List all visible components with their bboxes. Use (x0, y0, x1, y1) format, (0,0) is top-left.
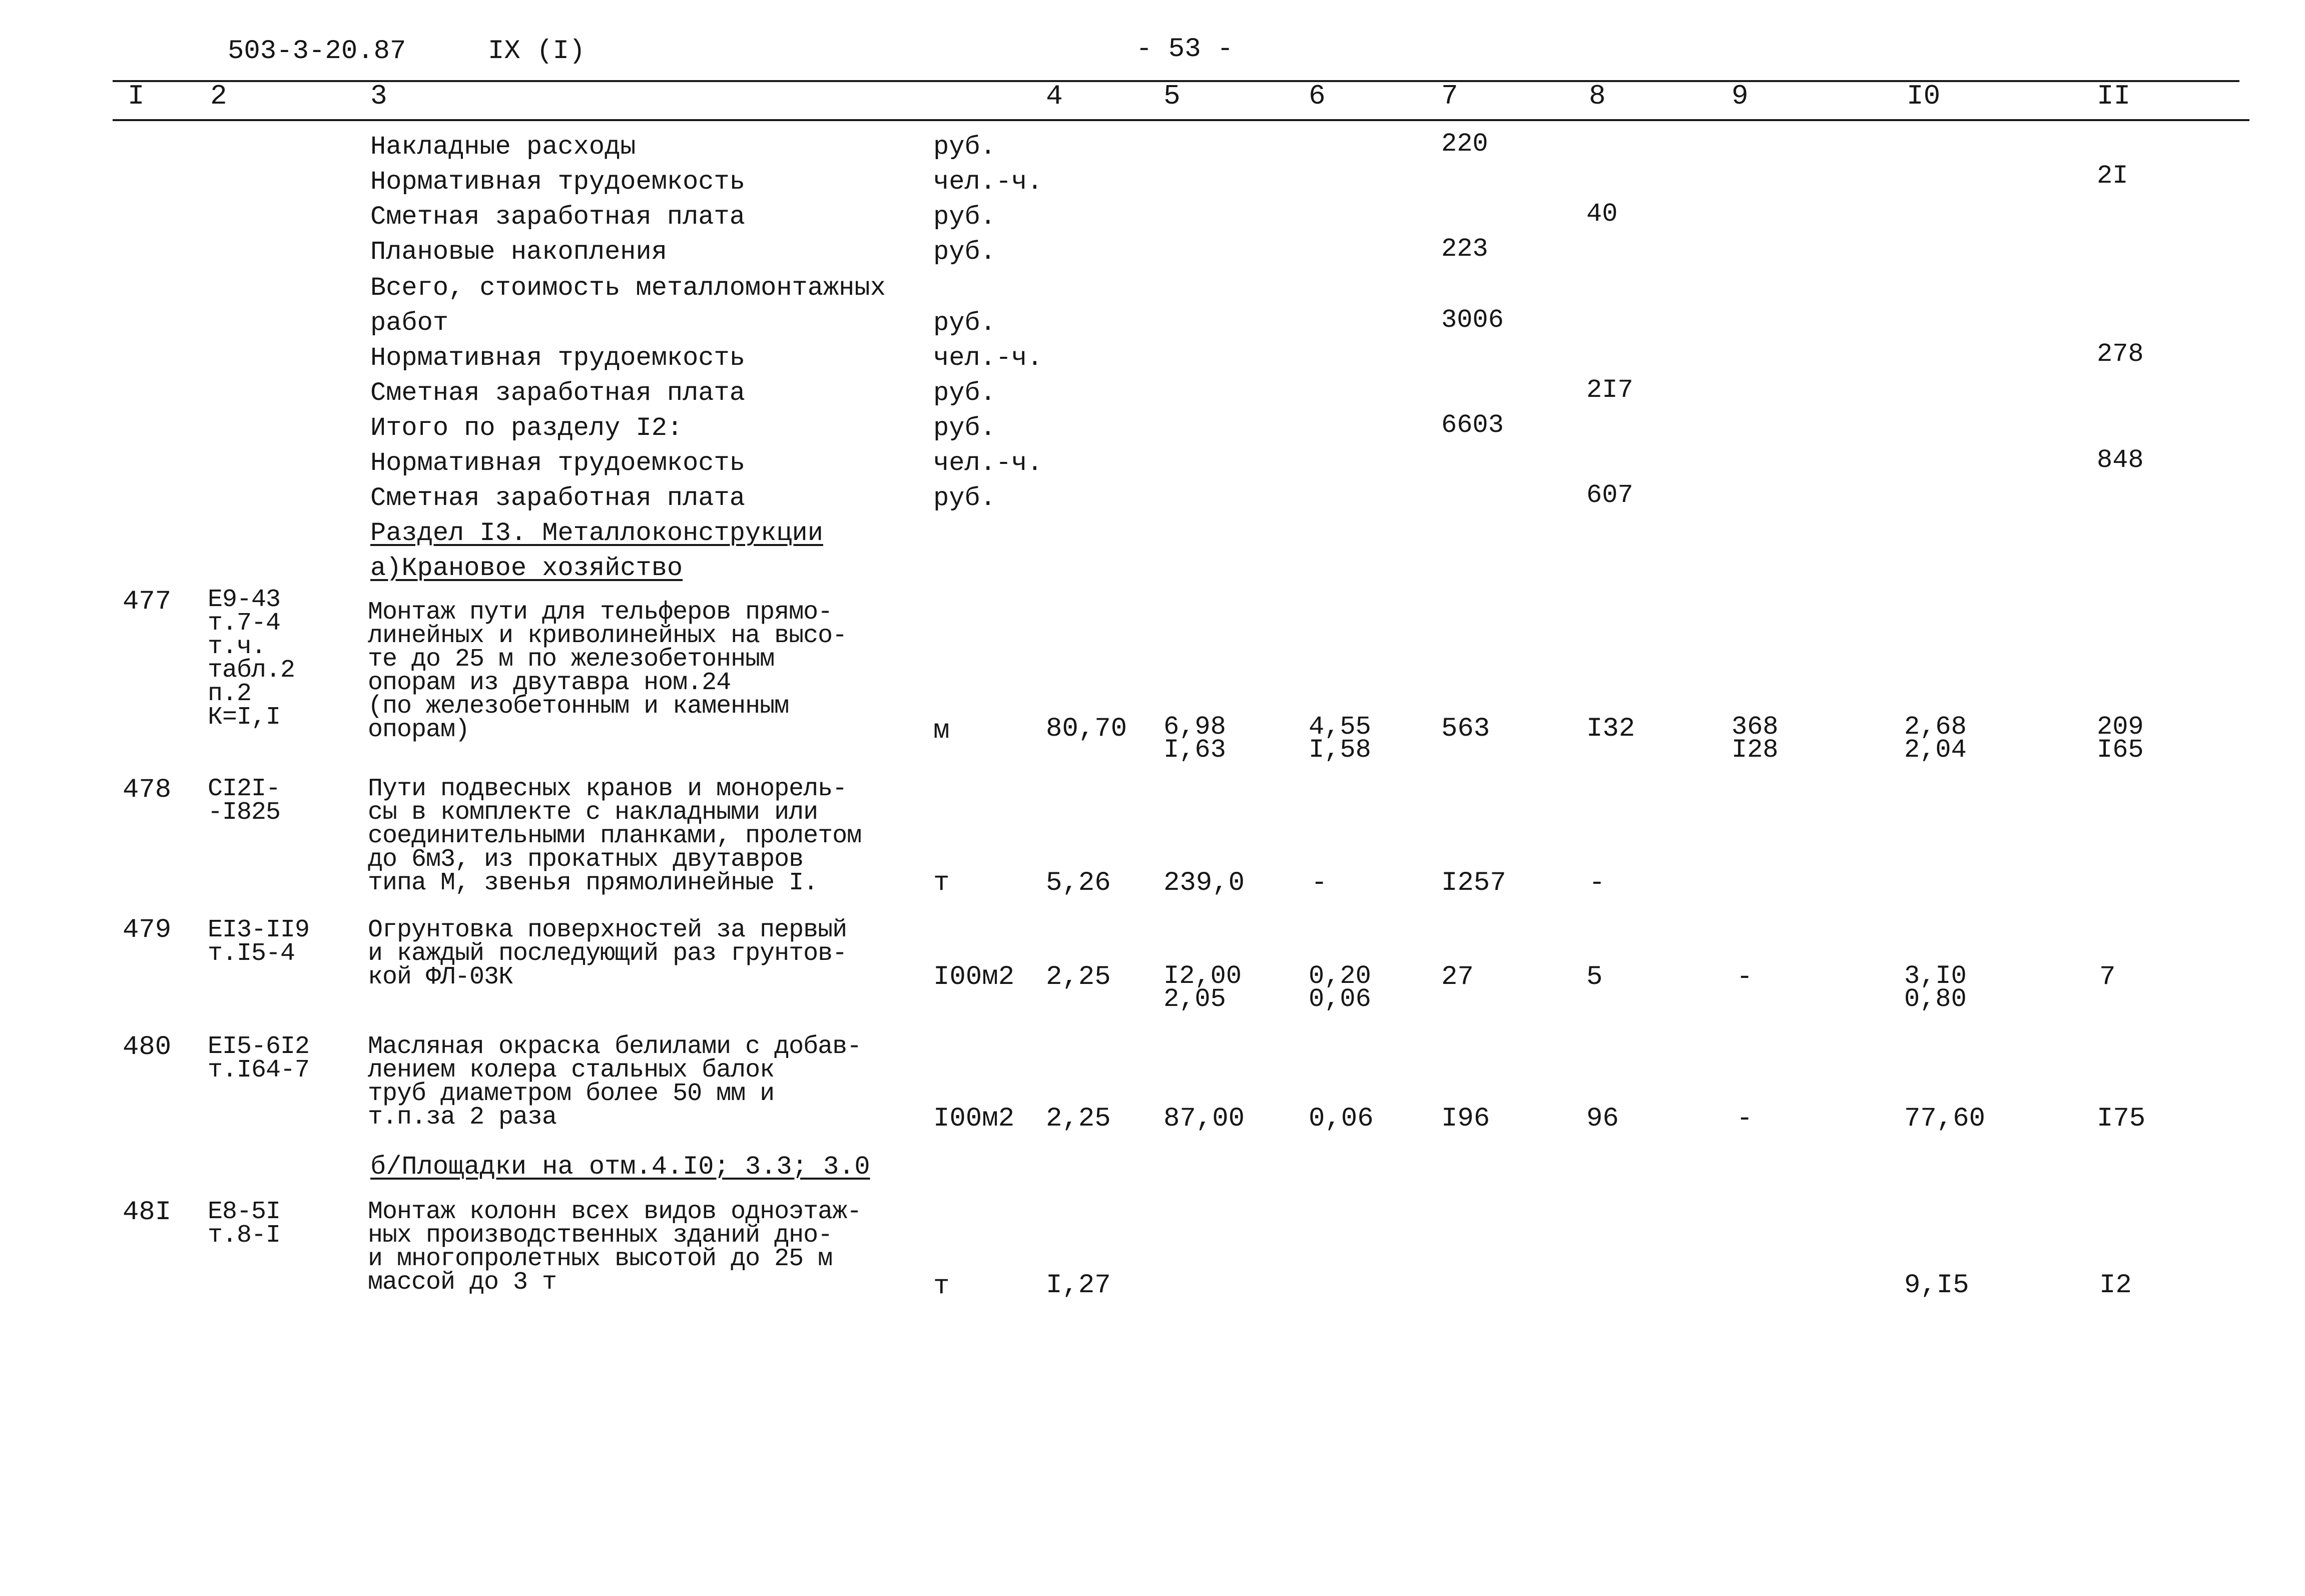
total-cost: I257 (1441, 868, 1506, 898)
mech-cost: - (1737, 1104, 1753, 1134)
total-unit: руб. (933, 308, 996, 338)
total-unit: чел.-ч. (933, 167, 1043, 197)
total-unit: руб. (933, 378, 996, 408)
unit-of-measure: I00м2 (933, 1104, 1015, 1134)
total-unit: чел.-ч. (933, 343, 1043, 373)
column-number-2: 2 (210, 80, 227, 112)
work-description: Масляная окраска белилами с добав- лением колера стальных балок труб диаметром более 50 мм и т.п.за 2 раза (368, 1032, 862, 1132)
quantity: 2,25 (1046, 962, 1111, 992)
total-label: Нормативная трудоемкость (370, 343, 745, 373)
document-code: 503-3-20.87 (228, 36, 406, 67)
subsection-title: б/Площадки на отм.4.I0; 3.3; 3.0 (370, 1152, 870, 1182)
work-description: Монтаж колонн всех видов одноэтаж- ных производственных зданий дно- и многопролетных высотой до 25 м массой до 3 т (368, 1198, 862, 1297)
labor-total: 7 (2099, 962, 2116, 992)
column-number-11: II (2097, 80, 2131, 112)
wage-cost: I32 (1586, 714, 1635, 744)
total-unit: руб. (933, 483, 996, 513)
work-description: Монтаж пути для тельферов прямо- линейных и криволинейных на высо- те до 25 м по железобетонным опорам из двутавра ном.24 (по железобетонным и каменным опорам) (368, 598, 847, 744)
subsection-title: а)Крановое хозяйство (370, 554, 683, 583)
unit-cost: I2,00 2,05 (1164, 961, 1242, 1014)
unit-cost: 6,98 I,63 (1164, 712, 1226, 765)
total-cost: 563 (1441, 714, 1490, 744)
total-label: Сметная заработная плата (370, 202, 745, 232)
unit-cost-mech: 4,55 I,58 (1309, 712, 1371, 765)
total-label: Накладные расходы (370, 132, 636, 162)
labor-per-unit: 2,68 2,04 (1904, 712, 1967, 765)
work-description: Пути подвесных кранов и монорель- сы в комплекте с накладными или соединительными планками, пролетом до 6м3, из прокатных двутавров типа М, звенья прямолинейные I. (368, 775, 862, 897)
section-title: Раздел I3. Металлоконструкции (370, 518, 823, 548)
total-label: Нормативная трудоемкость (370, 167, 745, 197)
rate-code: ЕI3-II9 т.I5-4 (208, 916, 310, 968)
labor-per-unit: 3,I0 0,80 (1904, 961, 1967, 1014)
column-number-4: 4 (1046, 80, 1063, 112)
total-cost: I96 (1441, 1104, 1490, 1134)
total-value-c11: 278 (2097, 339, 2144, 369)
rate-code: СI2I- -I825 (208, 775, 281, 827)
row-number: 479 (123, 915, 172, 945)
column-number-5: 5 (1164, 80, 1181, 112)
rate-code: Е9-43 т.7-4 т.ч. табл.2 п.2 К=I,I (208, 586, 295, 732)
row-number: 48I (123, 1197, 172, 1228)
total-label: Всего, стоимость металломонтажных (370, 273, 886, 303)
total-value-c7: 6603 (1441, 410, 1504, 440)
total-value-c7: 223 (1441, 234, 1488, 264)
total-label: Нормативная трудоемкость (370, 448, 745, 478)
total-label: Сметная заработная плата (370, 378, 745, 408)
rate-code: Е8-5I т.8-I (208, 1198, 281, 1250)
unit-cost: 87,00 (1164, 1104, 1245, 1134)
total-unit: руб. (933, 202, 996, 232)
total-value-c8: 2I7 (1586, 375, 1633, 405)
column-number-9: 9 (1732, 80, 1749, 112)
labor-total: 209 I65 (2097, 712, 2144, 765)
work-description: Огрунтовка поверхностей за первый и каждый последующий раз грунтов- кой ФЛ-03К (368, 916, 847, 991)
header-rule (113, 119, 2249, 121)
total-label: работ (370, 308, 449, 338)
wage-cost: 5 (1586, 962, 1603, 992)
column-number-10: I0 (1907, 80, 1941, 112)
total-unit: руб. (933, 413, 996, 443)
total-value-c11: 2I (2097, 161, 2128, 191)
unit-cost-mech: 0,06 (1309, 1104, 1374, 1134)
rate-code: ЕI5-6I2 т.I64-7 (208, 1032, 310, 1085)
labor-total: I2 (2099, 1270, 2132, 1301)
total-unit: руб. (933, 237, 996, 267)
mech-cost: - (1737, 962, 1753, 992)
quantity: 5,26 (1046, 868, 1111, 898)
total-value-c7: 220 (1441, 129, 1488, 159)
quantity: 80,70 (1046, 714, 1127, 744)
album-number: IX (I) (488, 36, 586, 67)
unit-of-measure: т (933, 868, 950, 898)
unit-cost-mech: - (1311, 868, 1328, 898)
column-number-7: 7 (1441, 80, 1458, 112)
quantity: 2,25 (1046, 1104, 1111, 1134)
column-number-3: 3 (370, 80, 387, 112)
quantity: I,27 (1046, 1270, 1111, 1301)
wage-cost: - (1589, 868, 1605, 898)
column-number-6: 6 (1309, 80, 1326, 112)
unit-of-measure: м (933, 716, 950, 746)
wage-cost: 96 (1586, 1104, 1619, 1134)
unit-of-measure: I00м2 (933, 962, 1015, 992)
row-number: 477 (123, 587, 172, 617)
column-number-1: I (128, 80, 145, 112)
row-number: 478 (123, 775, 172, 805)
page-number: - 53 - (1136, 34, 1234, 65)
total-value-c7: 3006 (1441, 305, 1504, 335)
labor-per-unit: 9,I5 (1904, 1270, 1969, 1301)
row-number: 480 (123, 1032, 172, 1062)
total-label: Сметная заработная плата (370, 483, 745, 513)
total-value-c8: 607 (1586, 480, 1633, 510)
total-value-c11: 848 (2097, 445, 2144, 475)
labor-total: I75 (2097, 1104, 2146, 1134)
total-unit: чел.-ч. (933, 448, 1043, 478)
labor-per-unit: 77,60 (1904, 1104, 1986, 1134)
unit-cost-mech: 0,20 0,06 (1309, 961, 1371, 1014)
total-label: Итого по разделу I2: (370, 413, 683, 443)
column-number-8: 8 (1589, 80, 1606, 112)
mech-cost: 368 I28 (1732, 712, 1779, 765)
unit-cost: 239,0 (1164, 868, 1245, 898)
total-label: Плановые накопления (370, 237, 667, 267)
total-value-c8: 40 (1586, 199, 1618, 229)
unit-of-measure: т (933, 1271, 950, 1302)
total-cost: 27 (1441, 962, 1474, 992)
total-unit: руб. (933, 132, 996, 162)
